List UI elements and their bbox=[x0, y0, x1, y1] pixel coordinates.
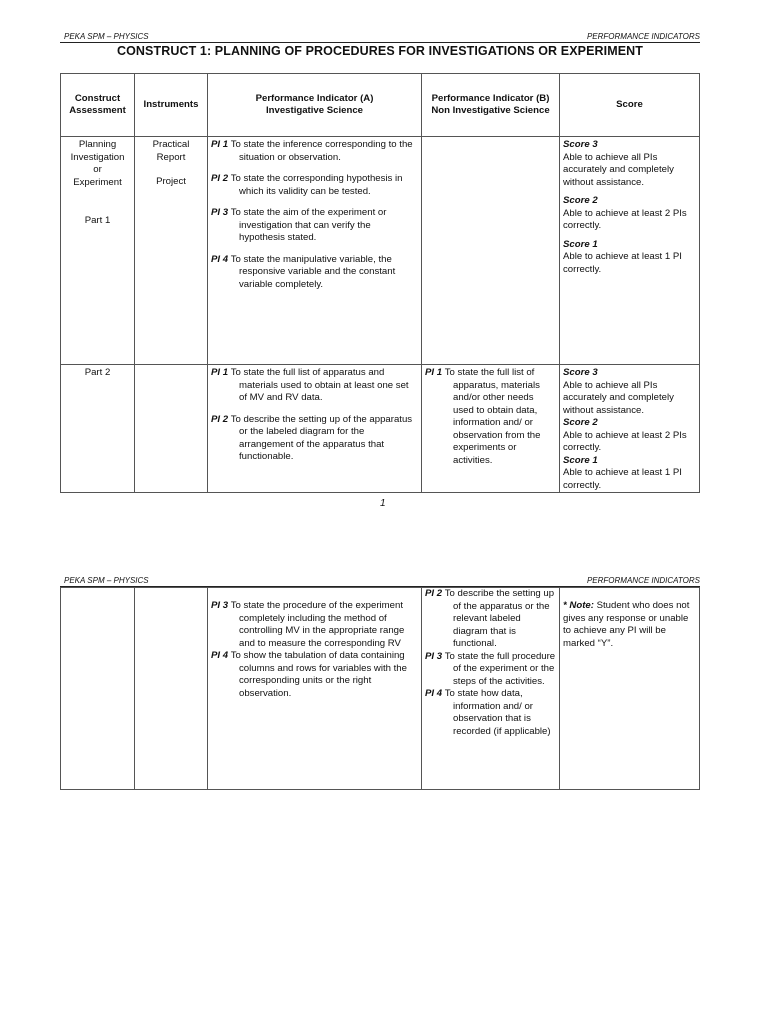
pi-text: To show the tabulation of data containing columns and rows for variables with the corresponding units or the right observation. bbox=[230, 650, 407, 699]
construct-line: Planning bbox=[78, 139, 117, 150]
pi-a-cell bbox=[208, 588, 422, 790]
table-page-1 bbox=[60, 73, 700, 493]
score-label: Score 1 bbox=[563, 238, 598, 250]
pi-label: PI 3 bbox=[425, 650, 443, 662]
pi-item bbox=[425, 588, 556, 651]
col-pi-a bbox=[208, 74, 422, 137]
instrument-item: Project bbox=[156, 176, 186, 187]
construct-line: or bbox=[93, 164, 102, 175]
score-item bbox=[563, 195, 696, 233]
page-title: CONSTRUCT 1: PLANNING OF PROCEDURES FOR INVESTIGATIONS OR EXPERIMENT bbox=[116, 44, 644, 58]
pi-text: To state the corresponding hypothesis in which its validity can be tested. bbox=[230, 173, 403, 197]
pi-b-cell bbox=[422, 137, 560, 365]
header-left: PEKA SPM – PHYSICS bbox=[64, 32, 149, 41]
pi-text: To state the full list of apparatus, materials and/or other needs used to obtain data, information and/ or observation from the experiments or activities. bbox=[444, 367, 541, 466]
instruments-cell bbox=[135, 137, 208, 365]
pi-label: PI 3 bbox=[211, 600, 229, 611]
pi-text: To state the procedure of the experiment completely including the method of controlling MV in the appropriate range and to measure the corresponding RV bbox=[230, 600, 405, 649]
table-row bbox=[61, 137, 700, 365]
pi-item bbox=[211, 367, 418, 405]
score-item bbox=[563, 455, 696, 493]
score-text: Able to achieve at least 1 PI correctly. bbox=[563, 251, 682, 275]
score-item bbox=[563, 417, 696, 455]
score-label: Score 2 bbox=[563, 417, 598, 428]
performance-table bbox=[60, 73, 700, 493]
performance-table-continued bbox=[60, 587, 700, 790]
pi-text: To state the inference corresponding to the situation or observation. bbox=[230, 139, 413, 163]
pi-b-cell bbox=[422, 365, 560, 493]
construct-cell bbox=[61, 588, 135, 790]
pi-label: PI 2 bbox=[425, 588, 443, 599]
pi-label: PI 1 bbox=[425, 367, 443, 378]
col-pi-b-line1: Performance Indicator (B) bbox=[431, 92, 550, 104]
pi-item bbox=[211, 414, 418, 464]
note-label: * Note: bbox=[563, 600, 594, 611]
pi-label: PI 4 bbox=[211, 253, 229, 265]
header-left: PEKA SPM – PHYSICS bbox=[64, 576, 149, 585]
score-text: Able to achieve at least 1 PI correctly. bbox=[563, 467, 682, 491]
instruments-cell bbox=[135, 588, 208, 790]
note-text: Student who does not gives any response or unable to achieve any PI will be marked “Y”. bbox=[563, 600, 690, 649]
pi-a-cell bbox=[208, 137, 422, 365]
pi-item bbox=[211, 254, 418, 292]
pi-text: To describe the setting up of the apparatus or the labeled diagram for the arrangement of the apparatus that functionable. bbox=[230, 413, 413, 462]
page-header bbox=[60, 32, 700, 43]
score-label: Score 3 bbox=[563, 139, 598, 150]
pi-label: PI 3 bbox=[211, 207, 229, 218]
pi-text: To state the manipulative variable, the responsive variable and the constant variable completely. bbox=[230, 253, 396, 290]
pi-b-cell bbox=[422, 588, 560, 790]
col-pi-a-line2: Investigative Science bbox=[265, 105, 364, 116]
score-item bbox=[563, 367, 696, 417]
instrument-item: Report bbox=[156, 151, 186, 163]
pi-item bbox=[425, 688, 556, 738]
score-text: Able to achieve all PIs accurately and completely without assistance. bbox=[563, 379, 674, 416]
instruments-cell bbox=[135, 365, 208, 493]
pi-label: PI 1 bbox=[211, 139, 229, 150]
col-instruments: Instruments bbox=[135, 74, 208, 137]
table-row bbox=[61, 588, 700, 790]
score-cell bbox=[560, 137, 700, 365]
pi-item bbox=[211, 600, 418, 650]
header-right: PERFORMANCE INDICATORS bbox=[586, 576, 700, 585]
score-cell bbox=[560, 365, 700, 493]
col-pi-a-line1: Performance Indicator (A) bbox=[255, 92, 374, 104]
header-right: PERFORMANCE INDICATORS bbox=[586, 32, 700, 41]
score-text: Able to achieve at least 2 PIs correctly. bbox=[563, 207, 687, 231]
col-construct: Construct Assessment bbox=[61, 74, 135, 137]
pi-item bbox=[425, 651, 556, 689]
score-text: Able to achieve at least 2 PIs correctly. bbox=[563, 429, 687, 453]
score-item bbox=[563, 139, 696, 189]
score-label: Score 2 bbox=[563, 195, 598, 206]
instrument-item: Practical bbox=[152, 139, 190, 150]
score-text: Able to achieve all PIs accurately and completely without assistance. bbox=[563, 151, 674, 188]
pi-item bbox=[211, 173, 418, 198]
pi-label: PI 4 bbox=[425, 688, 443, 699]
pi-text: To state the full procedure of the experiment or the steps of the activities. bbox=[444, 650, 556, 687]
score-label: Score 1 bbox=[563, 454, 598, 466]
part-label: Part 1 bbox=[84, 215, 111, 226]
part-label: Part 2 bbox=[84, 367, 111, 378]
pi-item bbox=[211, 207, 418, 245]
table-row bbox=[61, 365, 700, 493]
construct-cell bbox=[61, 137, 135, 365]
table-page-2 bbox=[60, 587, 700, 790]
col-score: Score bbox=[560, 74, 700, 137]
table-header-row bbox=[61, 74, 700, 137]
pi-text: To state the full list of apparatus and materials used to obtain at least one set of MV and RV data. bbox=[230, 367, 409, 403]
pi-label: PI 2 bbox=[211, 173, 229, 184]
pi-label: PI 4 bbox=[211, 650, 229, 661]
pi-item bbox=[211, 139, 418, 164]
construct-cell bbox=[61, 365, 135, 493]
pi-a-cell bbox=[208, 365, 422, 493]
note-cell bbox=[560, 588, 700, 790]
pi-label: PI 2 bbox=[211, 413, 229, 425]
pi-label: PI 1 bbox=[211, 367, 229, 378]
page-header bbox=[60, 576, 700, 587]
pi-text: To describe the setting up of the apparatus or the relevant labeled diagram that is functional. bbox=[444, 588, 555, 649]
construct-line: Investigation bbox=[70, 151, 125, 163]
score-label: Score 3 bbox=[563, 367, 598, 378]
pi-item bbox=[425, 367, 556, 467]
pi-text: To state how data, information and/ or observation that is recorded (if applicable) bbox=[444, 688, 551, 737]
pi-item bbox=[211, 650, 418, 700]
col-pi-b-line2: Non Investigative Science bbox=[431, 105, 550, 116]
col-pi-b bbox=[422, 74, 560, 137]
page-number: 1 bbox=[380, 498, 386, 509]
pi-text: To state the aim of the experiment or investigation that can verify the hypothesis stated. bbox=[230, 207, 387, 243]
score-item bbox=[563, 239, 696, 277]
construct-line: Experiment bbox=[73, 176, 122, 188]
